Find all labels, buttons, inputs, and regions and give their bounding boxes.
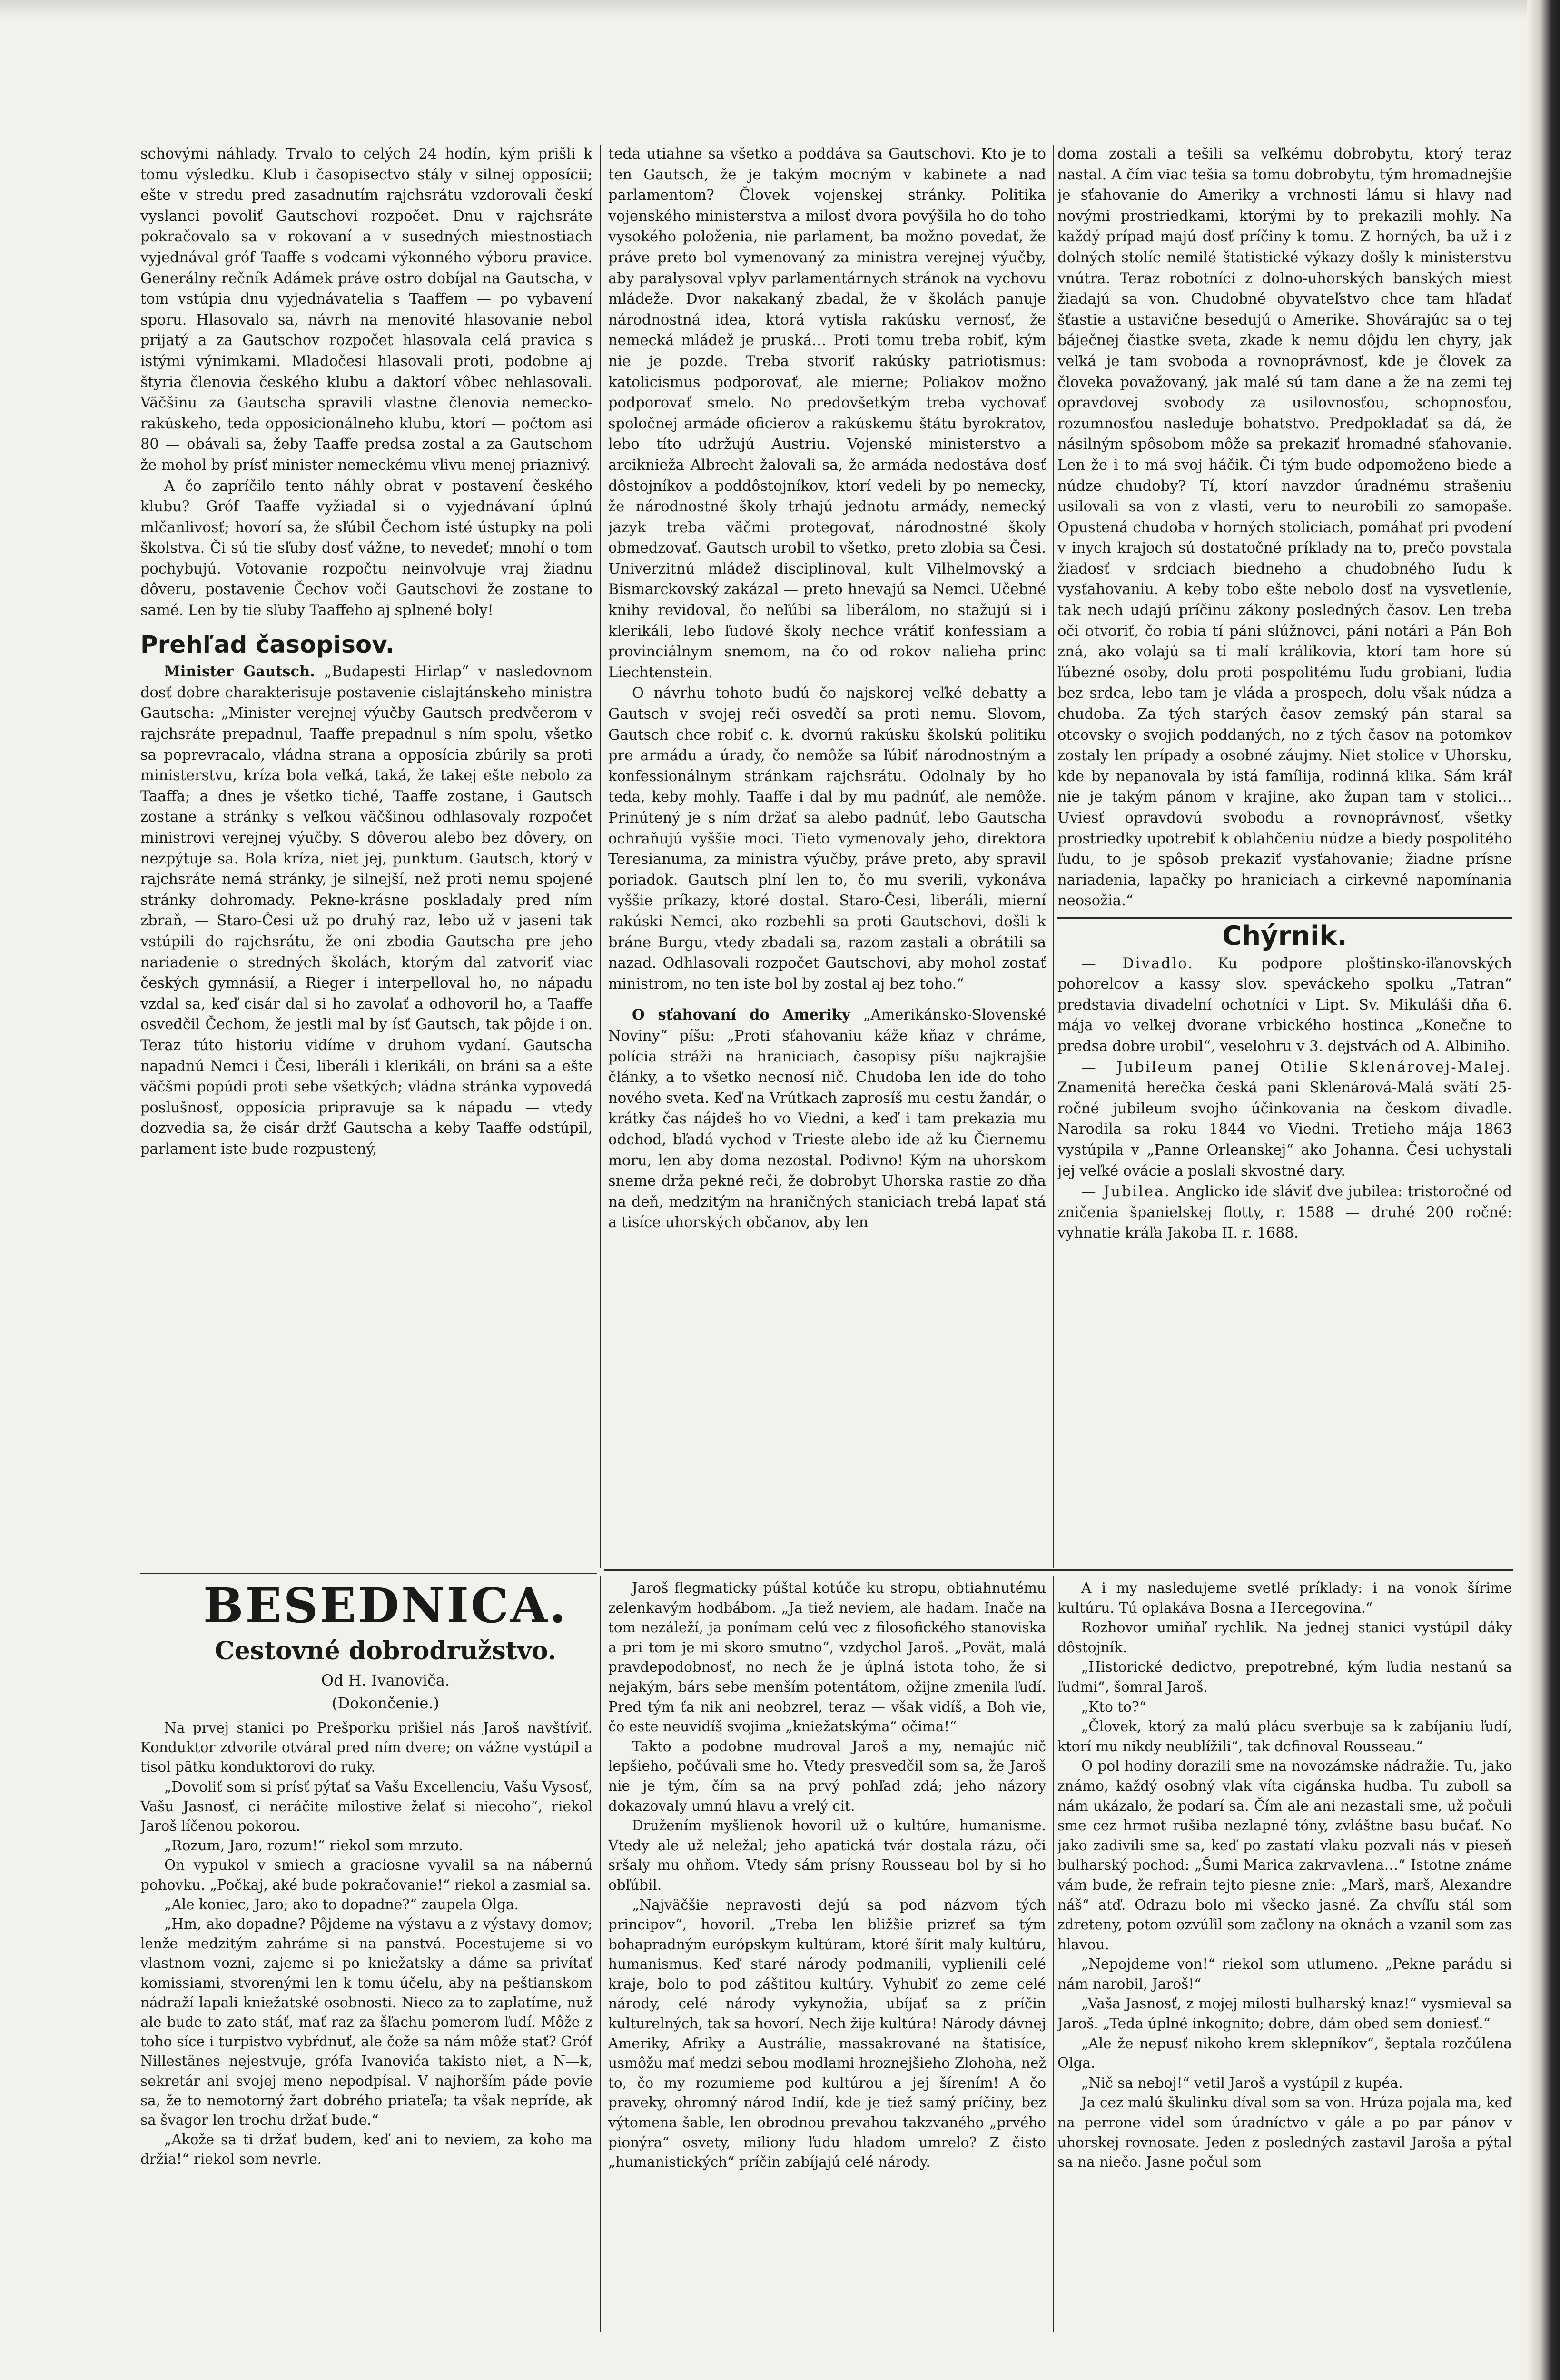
column-3-upper	[1057, 144, 1512, 1572]
story-title: Cestovné dobrodružstvo.	[215, 1636, 556, 1666]
besednica-column-3	[1057, 1578, 1512, 2335]
article-paragraph: teda utiahne sa všetko a poddáva sa Gautschovi. Kto je to ten Gautsch, že je takým mocným v kabinete a nad parlamentom? Človek vojenskej stránky. Politika vojenského ministerstva a milosť dvora povýšila ho do toho vysokého položenia, nie parlament, ba možno povedať, že práve preto bol vymenovaný za ministra verejnej výučby, aby paralysoval vplyv parlamentárnych stránok na vychovu mládeže. Dvor nakakaný zbadal, že v školách panuje národnostná idea, ktorá vytisla rakúsku vernosť, že nemecká mládež je pruská… Proti tomu treba robiť, kým nie je pozde. Treba stvoriť rakúsky patriotismus: katolicismus podporovať, ale mierne; Poliakov možno podporovať smelo. No predovšetkým treba vychovať spoločnej armáde oficierov a rakúskemu štátu byrokratov, lebo títo udržujú Austriu. Vojenské ministerstvo a arcikniežа Albrecht žalovali sa, že armáda nedostáva dosť dôstojníkov a poddôstojníkov, ktorí vedeli by po nemecky, že národnostné školy trhajú jednotu armády, nemecký jazyk treba väčmi protegovať, národnostné školy obmedzovať. Gautsch urobil to všetko, preto zlobia sa Česi. Univerzitnú mládež disciplinoval, kult Vilhelmovský a Bismarckovský zakázal — preto hnevajú sa Nemci. Učebné knihy revidoval, čo neľúbi sa liberálom, no stažujú si i klerikáli, lebo ľudové školy nechce vrátiť konfessiam a provinciálnym snemom, na čo od rokov naliehа princ Liechtenstein.	[608, 146, 1046, 681]
story-paragraph: „Historické dedictvo, prepotrebné, kým ľudia nestanú sa ľudmi“, šomral Jaroš.	[1057, 1659, 1512, 1695]
story-paragraph: Družením myšlienok hovoril už o kultúre, humanisme. Vtedy ale už neležal; jeho apatická tvár dostala rázu, oči sršaly mu ohňom. Vtedy sám prísny Rousseau bol by si ho obľúbil.	[608, 1817, 1046, 1893]
chyrnik-item: — Jubileum panej Otilie Sklenárovej-Malej. Znamenitá herečka česká pani Sklenárová-Malá svätí 25-ročné jubileum svojho účinkovania na českom divadle. Narodila sa roku 1844 vo Viedni. Tretieho mája 1863 vystúpila v „Panne Orleanskej“ ako Johanna. Česi uchystali jej veľké ovácie a poslali skvostné dary.	[1057, 1059, 1512, 1180]
besednica-title: BESEDNICA.	[203, 1577, 568, 1634]
amerika-paragraph: O sťahovaní do Ameriky „Amerikánsko-Slovenské Noviny“ píšu: „Proti sťahovaniu káže kňaz v chráme, polícia stráži na hraniciach, časopisy píšu najkrajšie články, a to všetko necnosí nič. Chudoba len ide do toho nového sveta. Keď na Vrútkach zaprosíš mu cestu žandár, o krátky čas nájdeš ho vo Viedni, a keď i tam prekazia mu odchod, bľadá vychod v Trieste alebo ide až ku Čiernemu moru, len aby doma nezostal. Podivno! Kým na uhorskom sneme drža pekné reči, že dobrobyt Uhorska rastie zo dňa na deň, medzitým na hraničných staniciach trebá lapať stá a tisíce uhorských občanov, aby len	[608, 1006, 1046, 1231]
column-divider	[1053, 1576, 1054, 2332]
section-rule	[1057, 917, 1512, 919]
page-top-shadow	[0, 0, 1560, 19]
story-paragraph: „Nepojdeme von!“ riekol som utlumeno. „Pekne parádu si nám narobil, Jaroš!“	[1057, 1956, 1512, 1992]
besednica-column-2	[608, 1578, 1046, 2335]
column-1-upper	[140, 144, 592, 1572]
story-paragraph: „Akože sa ti držať budem, keď ani to neviem, za koho ma držia!“ riekol som nevrle.	[140, 2132, 592, 2168]
story-paragraph: „Vaša Jasnosť, z mojej milosti bulharský knaz!“ vysmieval sa Jaroš. „Teda úplné inkognito; dobre, dám obed sem doniesť.“	[1057, 1995, 1512, 2032]
prehlad-lead: Minister Gautsch.	[164, 663, 315, 681]
story-paragraph: Ja cez malú škulinku díval som sa von. Hrúza pojala ma, keď na perrone videl som úradníctvo v gále a po par pánov v uhorskej rovnosate. Jeden z posledných zastavil Jaroša a pýtal sa na niečo. Jasne počul som	[1057, 2094, 1512, 2171]
story-paragraph: „Rozum, Jaro, rozum!“ riekol som mrzuto.	[164, 1837, 464, 1854]
column-divider	[1053, 145, 1054, 1568]
chyrnik-item-lead: — Jubilea.	[1081, 1183, 1171, 1200]
chyrnik-item-lead: — Divadlo.	[1081, 955, 1194, 972]
story-paragraph: „Najväčšie nepravosti dejú sa pod názvom tých principov“, hovoril. „Treba len bližšie prizreť sa tým bohapradným európskym kultúram, ktoré šírit maly kultúru, humanismus. Keď staré národy podmanili, vyplienili celé kraje, bolo to pod záštitou kultúry. Vyhubiť zo zeme celé národy, celé národy vykynožia, ubíjať sa z príčin kulturelných, tak sa hovorí. Nech žije kultúra! Národy dávnej Ameriky, Afriky a Austrálie, massakrované na štatisíce, usmôžu mať medzi sebou modlami hroznejšieho Zlohoha, než to, čo my rozumieme pod kultúrou a jej šírením! A čo praveky, ohromný národ Indií, kde je tiež samý príčiny, bez výtomena šable, len obrodnou prevahou takzvaného „prvého pionýra“ osvety, miliony ľudu hladom umrelo? Z čisto „humanistických“ príčin zabíjajú celé národy.	[608, 1896, 1046, 2171]
section-title-chyrnik: Chýrnik.	[1222, 920, 1347, 952]
story-paragraph: O pol hodiny dorazili sme na novozámske nádražie. Tu, jako známo, každý osobný vlak víta cigánska hudba. Tu zuboll sa nám ukázalo, že podarí sa. Čím ale ani nezastali sme, už počuli sme cez hrmot rušiba nezlapné tóny, zvláštne basu bučať. No jako zadivili sme sa, keď po zastatí vlaku pozvali nás v pieseň bulharský pochod: „Šumi Marica zakrvavlena…“ Istotne známe vám bude, že refrain tejto piesne znie: „Marš, marš, Alexandre náš“ atď. Odrazu bolo mi všecko jasné. Za chvíľu stál som zdreteny, potom ozvúľil som začlony na oknách a vzanil som zas hlavou.	[1057, 1758, 1512, 1953]
article-paragraph: A čo zapríčilo tento náhly obrat v postavení českého klubu? Gróf Taaffe vyžiadal si o vyjednávaní úplnú mlčanlivosť; hovorí sa, že sľúbil Čechom isté ústupky na poli školstva. Či sú tie sľuby dosť vážne, to nevedeť; mnohí o tom pochybujú. Votovanie rozpočtu neinvolvuje vraj žiadnu dôveru, postavenie Čechov voči Gautschovi že zostane to samé. Len by tie sľuby Taaffeho aj splnené boly!	[140, 477, 592, 619]
story-paragraph: Jaroš flegmaticky púštal kotúče ku stropu, obtiahnutému zelenkavým hodbábom. „Ja tiež neviem, ale hadam. Inače na tom nezáleží, ja ponímam celú vec z filosofického stanoviska a pri tom je mi skoro smutno“, vzdychol Jaroš. „Povät, malá pravdepodobnosť, no nech že je úplná istota toho, že si nejakým, bárs sebe menším potentátom, ožijne zmenila ľudí. Pred tým ťa nik ani neobzrel, teraz — však vidíš, a Boh vie, čo este neuvidíš svojimа „kniežatskýma“ očima!“	[608, 1580, 1046, 1735]
story-paragraph: „Ale že nepusť nikoho krem sklepníkov“, šeptala rozčúlena Olga.	[1057, 2035, 1512, 2072]
article-paragraph: schovými náhlady. Trvalo to celých 24 hodín, kým prišli k tomu výsledku. Klub i časopisectvo stály v silnej opposícii; ešte v stredu pred zasadnutím rajchsrátu vzdorovali českí vyslanci povoliť Gautschovi rozpočet. Dnu v rajchsráte pokračovalo sa v rokovaní a v susedných miestnostiach vyjednával gróf Taaffe s vodcami výkonného výboru pravice. Generálny rečník Adámek práve ostro dobíjal na Gautscha, v tom vstúpia dnu vyjednávatelia s Taaffem — po vybavení sporu. Hlasovalo sa, návrh na menovité hlasovanie nebol prijatý a za Gautschov rozpočet hlasovala celá pravica s istými výnimkami. Mladočesi hlasovali proti, podobne aj štyria členovia českého klubu a daktorí vôbec nehlasovali. Väčšinu za Gautscha spravili vlastne členovia nemecko-rakúskeho, teda opposicionálneho klubu, ktorí — počtom asi 80 — obávali sa, žeby Taaffe predsa zostal a za Gautschom že mohol by prísť minister nemeckému vlivu menej priaznivý.	[140, 146, 592, 474]
chyrnik-item: — Divadlo. Ku podpore ploštinsko-iľanovských pohorelcov a kassy slov. speváckeho spolku „Tatran“ predstavia divadelní ochotníci v Lipt. Sv. Mikuláši dňa 6. mája vo veľkej dvorane vrbického hostinca „Konečne to predsa dobre urobil“, veselohru v 3. dejstvách od A. Albiniho.	[1057, 955, 1512, 1055]
story-paragraph: Takto a podobne mudroval Jaroš a my, nemajúc nič lepšieho, počúvali sme ho. Vtedy presvedčil som sa, že Jaroš nie je tým, čím sa na prvý pohľad zdá; jeho názory dokazovaly umnú hlavu a vrelý cit.	[608, 1738, 1046, 1814]
chyrnik-item-lead: — Jubileum panej Otilie Sklenárovej-Malej.	[1081, 1059, 1512, 1076]
story-paragraph: Rozhovor umiňaľ rychlik. Na jednej stanici vystúpil dáky dôstojník.	[1057, 1619, 1512, 1656]
column-divider	[600, 145, 601, 1568]
story-continued-label: (Dokončenie.)	[332, 1694, 439, 1712]
story-author: Od H. Ivanoviča.	[321, 1671, 450, 1689]
story-paragraph: „Hm, ako dopadne? Pôjdeme na výstavu a z výstavy domov; lenže medzitým zahráme si na panstvá. Pocestujeme si vo vlastnom vozni, zajeme si po kniežatsky a dáme sa privítať komissiami, stvorenými len k tomu účelu, aby na peštianskom nádraží lapali kniežatské osobnosti. Niecо za to zaplatíme, nuž ale bude to zato stáť, mať raz za šľachu pomerom ľudí. Môže z toho síce i turpistvo vybŕdnuť, ale čože sa nám môže stať? Gróf Nillestänes nejestvuje, grófa Ivanovića takisto niet, a N—k, sekretár ani svojej meno nepodpísal. V najhorším páde povie sa, že to nemotorný žart dobrého priateľa; ta však neprídе, ak sa švagor len trochu držať bude.“	[140, 1916, 592, 2129]
article-paragraph: doma zostali a tešili sa veľkému dobrobytu, ktorý teraz nastal. A čím viac tešia sa tomu dobrobytu, tým hromadnejšie je sťahovanie do Ameriky a vrchnosti lámu si hlavy nad novými prostriedkami, ktorými by to prekazili mohly. Na každý prípad majú dosť príčiny k tomu. Z horných, ba už i z dolných stolíc nemilé štatistické výkazy došly k ministerstvu vnútra. Teraz robotníci z dolno-uhorských banských miest žiadajú sa von. Chudobné obyvateľstvo chce tam hľadať šťastie a ustavične besedujú o Amerike. Shovárajúc sa o tej báječnej čiastke sveta, zkade k nemu dôjdu len chyry, jak veľká je tam svoboda a rovnoprávnosť, kde je človek za človeka považovaný, jak malé sú tam dane a že na zemi tej opravdovej svobody za usilovnosťou, schopnosťou, rozumnosťou nasleduje bohatstvo. Predpokladať sa dá, že násilným spôsobom môže sa prekaziť hromadné sťahovanie. Len že i to má svoj háčik. Či tým bude odpomoženo biede a núdze chudoby? Tí, ktorí navzdor úradnému strašeniu usilovali sa von z vlasti, veru to neurobili zo samopaše. Opustená chudoba v horných stoliciach, pomáhať pri pvodení v inych krajoch sú dostatočné príklady na to, prečo povstala žiadosť v srdciach biedneho a chudobného ľudu k vysťahovaniu. A keby tobo ešte nebolo dosť na vysvetlenie, tak nech udajú príčinu zákony posledných časov. Len treba oči otvoriť, čo robia tí páni slúžnovci, páni notári a Pán Boh zná, ako volajú sa tí malí králikovia, ktorí tam hore sú ľúbezné osoby, dolu proti pospolitému ľudu grobiani, ľudia bez srdca, lebo tam je vláda a prospech, dolu však núdza a chudoba. Za tých starých časov zemský pán staral sa otcovsky o svojich poddaných, no z tých časov na potomkov zostaly len prípady a osobné záujmy. Niet stolice v Uhorsku, kde by nepanovala by istá famílija, rodinná klika. Sám kráľ nie je takým pánom v krajine, ako župan tam v stolici… Uviesť opravdovú svobodu a rovnoprávnosť, všetky prostriedky upotrebiť k oblahčeniu núdze a biedy pospolitého ľudu, to je spôsob prekaziť vysťahovanie; žiadne prísne nariadenia, lapačky po hraniciach a cirkevné napomínania neosožia.“	[1057, 146, 1512, 910]
story-paragraph: „Kto to?“	[1081, 1698, 1146, 1715]
article-paragraph: O návrhu tohoto budú čo najskorej veľké debatty a Gautsch v svojej reči osvedčí sa proti nemu. Slovom, Gautsch chce robiť c. k. dvornú rakúsku školskú politiku pre armádu a úrady, čo nemôže sa ľúbiť národnostným a konfessionálnym stránkam rajchsrátu. Odolnaly by ho teda, keby mohly. Taaffe i dal by mu padnúť, ale nemôže. Prinútený je s ním držať sa alebo padnúť, lebo Gautscha ochraňujú vyššie moci. Tieto vymenovaly jeho, direktora Teresianuma, za ministra výučby, práve preto, aby spravil poriadok. Gautsch plní len to, čo mu sverili, vykonáva vyššie príkazy, ktoré dostal. Staro-Česi, liberáli, mierní rakúski Nemci, ako rozbehli sa proti Gautschovi, došli k bráne Burgu, vtedy zbadali sa, razom zastali a obrátili sa nazad. Odhlasovali rozpočet Gautschovi, aby mohol zostať ministrom, no ten iste bol by zostal aj bez toho.“	[608, 685, 1046, 992]
story-paragraph: Na prvej stanici po Prešporku prišiel nás Jaroš navštíviť. Konduktor zdvorile otváral pred ním dvere; on vážne vystúpil a tisol pätku konduktorovi do ruky.	[140, 1720, 592, 1775]
story-paragraph: „Ale koniec, Jaro; ako to dopadne?“ zaupela Olga.	[164, 1896, 519, 1913]
besednica-separator-rule	[140, 1573, 597, 1574]
column-divider	[600, 1576, 601, 2332]
besednica-column-1	[140, 1718, 592, 2332]
page-binding-edge	[1527, 0, 1560, 2380]
story-paragraph: On vypukol v smiech a graciosne vyvalil sa na nábernú pohovku. „Počkaj, aké bude pokračovanie!“ riekol a zasmial sa.	[140, 1857, 592, 1893]
section-title-prehlad: Prehľad časopisov.	[140, 630, 395, 658]
story-paragraph: „Nič sa neboj!“ vetil Jaroš a vystúpil z kupéa.	[1081, 2074, 1403, 2091]
amerika-lead: O sťahovaní do Ameriky	[632, 1006, 850, 1024]
story-paragraph: „Dovoliť som si prísť pýtať sa Vašu Excellenciu, Vašu Vysosť, Vašu Jasnosť, ci neráčite milostive želať si niecoho“, riekol Jaroš líčenou pokorou.	[140, 1778, 592, 1835]
besednica-separator-rule	[604, 1569, 1513, 1571]
column-2-upper	[608, 144, 1046, 1572]
prehlad-paragraph: Minister Gautsch. „Budapesti Hirlap“ v nasledovnom dosť dobre charakterisuje postavenie cislajtánskeho ministra Gautscha: „Minister verejnej výučby Gautsch predvčerom v rajchsráte prepadnul, Taaffe prepadnul s ním spolu, všetko sa poprevracalo, vládna strana a opposícia zbúrily sa proti ministerstvu, kríza bola veľká, taká, že takej ešte nebolo za Taaffa; a dnes je všetko tiché, Taaffe zostane, i Gautsch zostane a stránky s veľkou väčšinou odhlasovaly rozpočet ministrovi verejnej výučby. S dôverou alebo bez dôvery, on nezpýtuje sa. Bola kríza, niet jej, punktum. Gautsch, ktorý v rajchsráte nemá stránky, je silnejší, než proti nemu spojené stránky dohromady. Pekne-krásne poskladaly pred ním zbraň, — Staro-Česi už po druhý raz, lebo už v jaseni tak vstúpili do rajchsrátu, že oni zbodia Gautscha pre jeho nariadenie o stredných školách, ktorým dal zatvoriť viac českých gymnásií, a Rieger i interpelloval ho, no nápadu vzdal sa, keď cisár dal si ho zavolať a odhovoril ho, a Taaffe osvedčil Čechom, že jestli mal by ísť Gautsch, tak pôjde i on. Teraz túto historiu vidíme v druhom vydaní. Gautscha napadnú Nemci i Česi, liberáli i klerikáli, on bráni sa a ešte väčšmi popúdi proti sebe všetkých; vládna stránka vypovedá poslušnosť, opposícia pripravuje sa k nápadu — vtedy dozvedia sa, že cisár držť Gautscha a keby Taaffe odstúpil, parlament iste bude rozpustený,	[140, 663, 592, 1158]
chyrnik-item: — Jubilea. Anglicko ide sláviť dve jubilea: tristoročné od zničenia španielskej flotty, r. 1588 — druhé 200 ročné: vyhnatie kráľa Jakoba II. r. 1688.	[1057, 1183, 1512, 1242]
story-paragraph: A i my nasledujeme svetlé príklady: i na vonok šírime kultúru. Tú oplakáva Bosna a Hercegovina.“	[1057, 1580, 1512, 1616]
story-paragraph: „Človek, ktorý za malú plácu sverbuje sa k zabíjaniu ľudí, ktorí mu nikdy neublížili“, tak dcfinoval Rousseau.“	[1057, 1718, 1512, 1755]
